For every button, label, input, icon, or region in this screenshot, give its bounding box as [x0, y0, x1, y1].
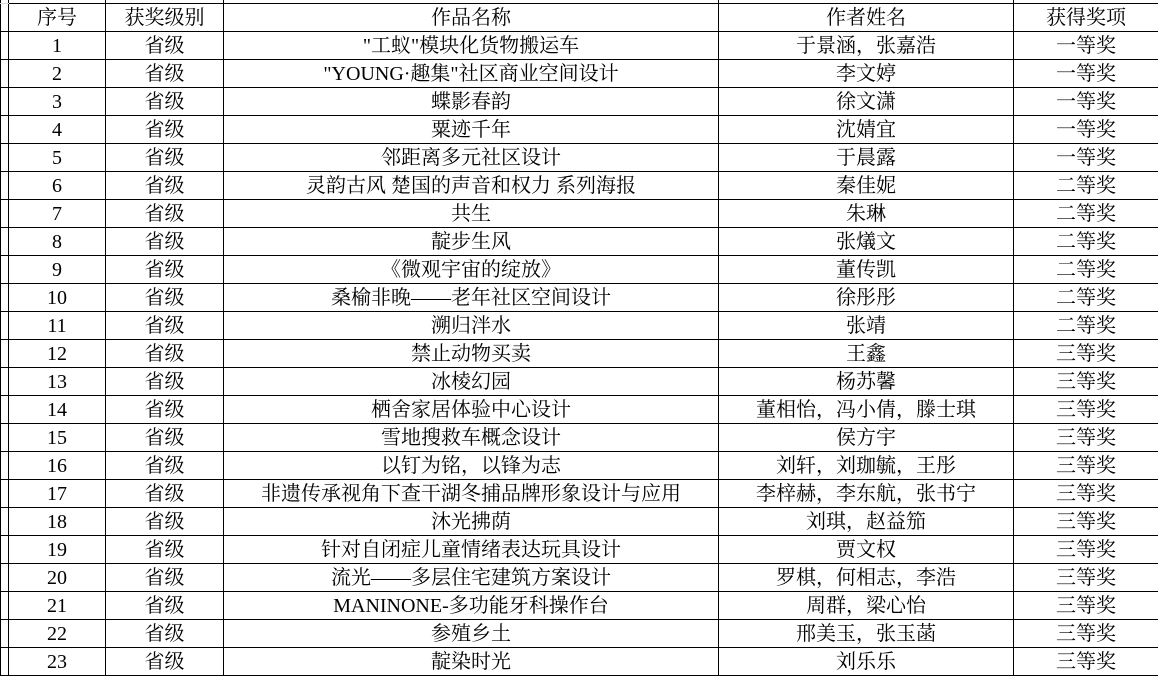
- table-row: [1, 536, 1158, 564]
- table-row: [1, 368, 1158, 396]
- table-row: [1, 340, 1158, 368]
- cell-work: 灵韵古风 楚国的声音和权力 系列海报: [224, 172, 719, 200]
- cell-index: 12: [9, 340, 106, 368]
- cell-authors: 李文婷: [719, 60, 1014, 88]
- cell-work: 栖舍家居体验中心设计: [224, 396, 719, 424]
- table-row: [1, 452, 1158, 480]
- cell-work: "工蚁"模块化货物搬运车: [224, 32, 719, 60]
- gutter-cell: [1, 508, 9, 536]
- gutter-cell: [1, 284, 9, 312]
- cell-award: 三等奖: [1014, 564, 1158, 592]
- cell-level: 省级: [106, 620, 224, 648]
- cell-level: 省级: [106, 32, 224, 60]
- cell-authors: 张燨文: [719, 228, 1014, 256]
- header-index: 序号: [9, 4, 106, 32]
- cell-index: 9: [9, 256, 106, 284]
- table-row: [1, 424, 1158, 452]
- cell-work: 冰棱幻园: [224, 368, 719, 396]
- cell-award: 二等奖: [1014, 172, 1158, 200]
- cell-award: 二等奖: [1014, 228, 1158, 256]
- cell-level: 省级: [106, 200, 224, 228]
- cell-award: 二等奖: [1014, 256, 1158, 284]
- table-row: [1, 172, 1158, 200]
- cell-level: 省级: [106, 648, 224, 676]
- table-row: [1, 228, 1158, 256]
- cell-work: 沐光拂荫: [224, 508, 719, 536]
- cell-index: 20: [9, 564, 106, 592]
- cell-index: 23: [9, 648, 106, 676]
- cell-index: 18: [9, 508, 106, 536]
- header-level: 获奖级别: [106, 4, 224, 32]
- table-row: [1, 508, 1158, 536]
- cell-work: 粟迹千年: [224, 116, 719, 144]
- cell-work: 《微观宇宙的绽放》: [224, 256, 719, 284]
- cell-award: 二等奖: [1014, 284, 1158, 312]
- gutter-cell: [1, 312, 9, 340]
- cell-level: 省级: [106, 340, 224, 368]
- cell-level: 省级: [106, 592, 224, 620]
- cell-work: 靛步生风: [224, 228, 719, 256]
- table-row: [1, 32, 1158, 60]
- cell-work: 靛染时光: [224, 648, 719, 676]
- cell-award: 三等奖: [1014, 480, 1158, 508]
- cell-work: "YOUNG·趣集"社区商业空间设计: [224, 60, 719, 88]
- table-row: [1, 648, 1158, 676]
- cell-authors: 邢美玉，张玉菡: [719, 620, 1014, 648]
- gutter-cell: [1, 200, 9, 228]
- gutter-cell: [1, 60, 9, 88]
- gutter-cell: [1, 32, 9, 60]
- cell-index: 21: [9, 592, 106, 620]
- cell-award: 一等奖: [1014, 88, 1158, 116]
- cell-award: 三等奖: [1014, 424, 1158, 452]
- cell-level: 省级: [106, 116, 224, 144]
- table-row: [1, 592, 1158, 620]
- cell-level: 省级: [106, 452, 224, 480]
- cell-work: 参殖乡土: [224, 620, 719, 648]
- cell-level: 省级: [106, 396, 224, 424]
- cell-index: 10: [9, 284, 106, 312]
- cell-work: 非遗传承视角下查干湖冬捕品牌形象设计与应用: [224, 480, 719, 508]
- cell-work: 流光——多层住宅建筑方案设计: [224, 564, 719, 592]
- cell-authors: 杨苏馨: [719, 368, 1014, 396]
- table-row: [1, 60, 1158, 88]
- table-row: [1, 312, 1158, 340]
- table-row: [1, 564, 1158, 592]
- cell-level: 省级: [106, 172, 224, 200]
- cell-award: 三等奖: [1014, 620, 1158, 648]
- gutter-cell: [1, 620, 9, 648]
- table-row: [1, 200, 1158, 228]
- cell-index: 14: [9, 396, 106, 424]
- cell-authors: 沈婧宜: [719, 116, 1014, 144]
- cell-index: 19: [9, 536, 106, 564]
- cell-authors: 周群，梁心怡: [719, 592, 1014, 620]
- cell-authors: 刘轩，刘珈毓，王彤: [719, 452, 1014, 480]
- cell-award: 三等奖: [1014, 508, 1158, 536]
- gutter-cell: [1, 256, 9, 284]
- gutter-cell: [1, 116, 9, 144]
- cell-award: 三等奖: [1014, 452, 1158, 480]
- cell-authors: 罗棋，何相志，李浩: [719, 564, 1014, 592]
- gutter-cell: [1, 592, 9, 620]
- header-row: [1, 4, 1158, 32]
- cell-work: MANINONE-多功能牙科操作台: [224, 592, 719, 620]
- cell-work: 溯归泮水: [224, 312, 719, 340]
- cell-authors: 刘乐乐: [719, 648, 1014, 676]
- cell-award: 三等奖: [1014, 368, 1158, 396]
- cell-index: 11: [9, 312, 106, 340]
- gutter-cell: [1, 172, 9, 200]
- table-row: [1, 256, 1158, 284]
- header-award: 获得奖项: [1014, 4, 1158, 32]
- cell-award: 三等奖: [1014, 648, 1158, 676]
- cell-index: 5: [9, 144, 106, 172]
- cell-index: 1: [9, 32, 106, 60]
- gutter-cell: [1, 4, 9, 32]
- cell-work: 针对自闭症儿童情绪表达玩具设计: [224, 536, 719, 564]
- cell-award: 一等奖: [1014, 60, 1158, 88]
- table-row: [1, 396, 1158, 424]
- cell-index: 22: [9, 620, 106, 648]
- cell-level: 省级: [106, 312, 224, 340]
- cell-award: 三等奖: [1014, 592, 1158, 620]
- cell-authors: 张靖: [719, 312, 1014, 340]
- table-row: [1, 284, 1158, 312]
- table-row: [1, 144, 1158, 172]
- gutter-cell: [1, 88, 9, 116]
- gutter-cell: [1, 648, 9, 676]
- header-authors: 作者姓名: [719, 4, 1014, 32]
- cell-award: 一等奖: [1014, 144, 1158, 172]
- cell-authors: 于晨露: [719, 144, 1014, 172]
- cell-authors: 朱琳: [719, 200, 1014, 228]
- cell-index: 8: [9, 228, 106, 256]
- cell-level: 省级: [106, 564, 224, 592]
- cell-award: 一等奖: [1014, 116, 1158, 144]
- cell-level: 省级: [106, 256, 224, 284]
- cell-work: 以钉为铭，以锋为志: [224, 452, 719, 480]
- cell-level: 省级: [106, 424, 224, 452]
- gutter-cell: [1, 452, 9, 480]
- cell-level: 省级: [106, 88, 224, 116]
- cell-index: 7: [9, 200, 106, 228]
- gutter-cell: [1, 424, 9, 452]
- cell-authors: 秦佳妮: [719, 172, 1014, 200]
- cell-authors: 董相怡，冯小倩，滕士琪: [719, 396, 1014, 424]
- cell-authors: 于景涵，张嘉浩: [719, 32, 1014, 60]
- gutter-cell: [1, 144, 9, 172]
- cell-authors: 王鑫: [719, 340, 1014, 368]
- cell-level: 省级: [106, 368, 224, 396]
- cell-work: 禁止动物买卖: [224, 340, 719, 368]
- cell-award: 二等奖: [1014, 312, 1158, 340]
- gutter-cell: [1, 564, 9, 592]
- header-work: 作品名称: [224, 4, 719, 32]
- gutter-cell: [1, 340, 9, 368]
- cell-award: 三等奖: [1014, 396, 1158, 424]
- table-row: [1, 116, 1158, 144]
- gutter-cell: [1, 368, 9, 396]
- cell-authors: 董传凯: [719, 256, 1014, 284]
- cell-index: 3: [9, 88, 106, 116]
- cell-work: 雪地搜救车概念设计: [224, 424, 719, 452]
- cell-level: 省级: [106, 228, 224, 256]
- gutter-cell: [1, 480, 9, 508]
- cell-index: 17: [9, 480, 106, 508]
- cell-level: 省级: [106, 144, 224, 172]
- table-row: [1, 88, 1158, 116]
- cell-level: 省级: [106, 284, 224, 312]
- gutter-cell: [1, 536, 9, 564]
- cell-work: 桑榆非晚——老年社区空间设计: [224, 284, 719, 312]
- cell-work: 蝶影春韵: [224, 88, 719, 116]
- cell-level: 省级: [106, 536, 224, 564]
- cell-work: 共生: [224, 200, 719, 228]
- cell-index: 13: [9, 368, 106, 396]
- cell-authors: 侯方宇: [719, 424, 1014, 452]
- cell-index: 6: [9, 172, 106, 200]
- cell-authors: 徐彤彤: [719, 284, 1014, 312]
- cell-authors: 贾文权: [719, 536, 1014, 564]
- cell-award: 二等奖: [1014, 200, 1158, 228]
- gutter-cell: [1, 396, 9, 424]
- cell-award: 三等奖: [1014, 340, 1158, 368]
- cell-work: 邻距离多元社区设计: [224, 144, 719, 172]
- table-row: [1, 480, 1158, 508]
- cell-authors: 徐文潇: [719, 88, 1014, 116]
- table-row: [1, 620, 1158, 648]
- cell-index: 2: [9, 60, 106, 88]
- cell-award: 一等奖: [1014, 32, 1158, 60]
- cell-index: 15: [9, 424, 106, 452]
- gutter-cell: [1, 228, 9, 256]
- cell-index: 16: [9, 452, 106, 480]
- cell-index: 4: [9, 116, 106, 144]
- cell-authors: 刘琪，赵益笳: [719, 508, 1014, 536]
- cell-level: 省级: [106, 60, 224, 88]
- cell-level: 省级: [106, 508, 224, 536]
- cell-level: 省级: [106, 480, 224, 508]
- cell-award: 三等奖: [1014, 536, 1158, 564]
- cell-authors: 李梓赫，李东航，张书宁: [719, 480, 1014, 508]
